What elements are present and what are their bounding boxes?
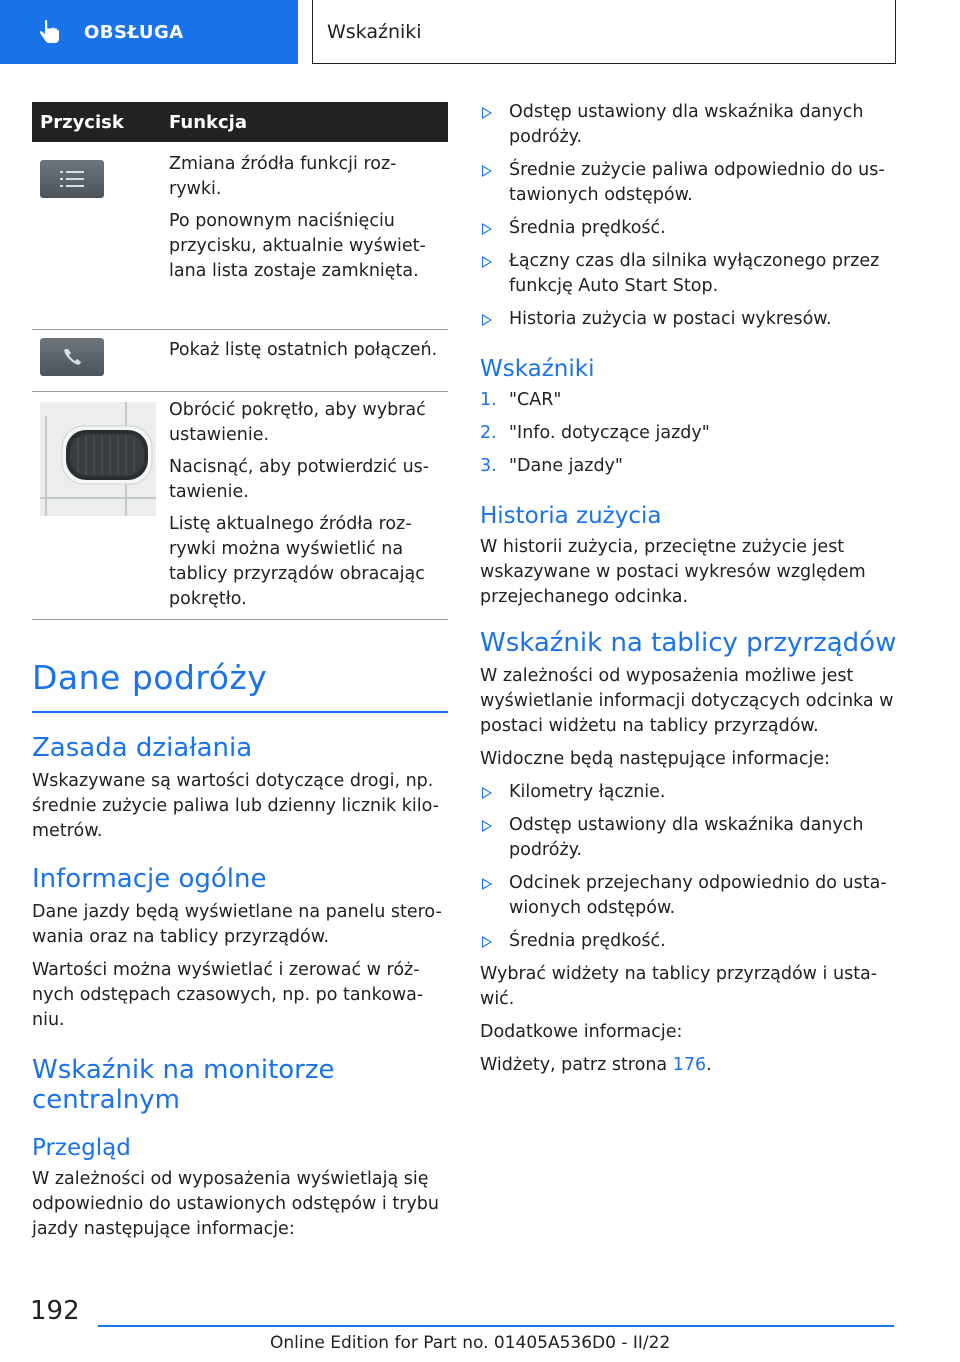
list-item: Średnie zużycie paliwa odpowiednio do us-tawionych odstępów. <box>480 158 900 208</box>
heading-consumption-history: Historia zużycia <box>480 503 662 529</box>
list-item: Łączny czas dla silnika wyłączonego przez funkcję Auto Start Stop. <box>480 249 900 299</box>
heading-trip-data: Dane podróży <box>32 658 268 697</box>
page-reference: Widżety, patrz strona 176. <box>480 1055 712 1075</box>
table-row <box>32 330 448 392</box>
phone-icon <box>40 338 104 376</box>
list-item: Odstęp ustawiony dla wskaźnika danych podróży. <box>480 100 900 150</box>
list-item: 2. "Info. dotyczące jazdy" <box>480 423 710 443</box>
table-cell-text: Obrócić pokrętło, aby wybrać ustawienie. <box>169 400 426 445</box>
list-item: Odstęp ustawiony dla wskaźnika danych podróży. <box>480 813 900 863</box>
bullet-triangle-icon <box>482 314 492 326</box>
bullet-triangle-icon <box>482 820 492 832</box>
list-item: Średnia prędkość. <box>480 929 900 954</box>
visible-info-text: Widoczne będą następujące informacje: <box>480 749 831 769</box>
bullet-triangle-icon <box>482 878 492 890</box>
heading-central-monitor: Wskaźnik na monitorze centralnym <box>32 1055 335 1115</box>
list-item: Historia zużycia w postaci wykresów. <box>480 307 900 332</box>
heading-overview: Przegląd <box>32 1135 131 1161</box>
list-item: Średnia prędkość. <box>480 216 900 241</box>
select-widgets-text: Wybrać widżety na tablicy przyrządów i usta-wić. <box>480 964 878 1009</box>
general-info-text-2: Wartości można wyświetlać i zerować w róż-nych odstępach czasowych, np. po tankowa-niu. <box>32 960 424 1030</box>
heading-principle: Zasada działania <box>32 733 253 763</box>
hand-pointer-icon <box>36 18 64 46</box>
list-item: Odcinek przejechany odpowiednio do usta-wionych odstępów. <box>480 871 900 921</box>
table-cell-text: Listę aktualnego źródła roz-rywki można wyświetlić na tablicy przyrządów obracając pokrętło. <box>169 514 425 609</box>
table-cell-text: Pokaż listę ostatnich połączeń. <box>169 340 438 360</box>
table-row <box>32 392 448 620</box>
list-item: 1. "CAR" <box>480 390 562 410</box>
table-cell-text: Nacisnąć, aby potwierdzić us-tawienie. <box>169 457 430 502</box>
bullet-triangle-icon <box>482 256 492 268</box>
bullet-triangle-icon <box>482 936 492 948</box>
list-item: 3. "Dane jazdy" <box>480 456 623 476</box>
chapter-label: Wskaźniki <box>327 20 422 43</box>
list-icon <box>40 160 104 198</box>
table-row <box>32 142 448 330</box>
section-label: OBSŁUGA <box>84 21 184 43</box>
principle-text: Wskazywane są wartości dotyczące drogi, np. średnie zużycie paliwa lub dzienny licznik kilo-metrów. <box>32 771 439 841</box>
heading-general-info: Informacje ogólne <box>32 864 267 894</box>
extra-info-label: Dodatkowe informacje: <box>480 1022 683 1042</box>
heading-indicators: Wskaźniki <box>480 356 595 382</box>
chapter-title <box>312 0 896 64</box>
table-cell-text: Zmiana źródła funkcji roz-rywki. <box>169 154 397 199</box>
header-cell-button: Przycisk <box>40 111 124 133</box>
page-link-176[interactable]: 176 <box>672 1055 707 1075</box>
general-info-text-1: Dane jazdy będą wyświetlane na panelu stero-wania oraz na tablicy przyrządów. <box>32 902 442 947</box>
bullet-triangle-icon <box>482 107 492 119</box>
list-item: Kilometry łącznie. <box>480 780 900 805</box>
footer-rule <box>98 1325 894 1327</box>
bullet-triangle-icon <box>482 787 492 799</box>
left-column <box>32 102 448 1242</box>
page-number: 192 <box>30 1296 80 1326</box>
table-cell-text: Po ponownym naciśnięciu przycisku, aktualnie wyświet-lana lista zostaje zamknięta. <box>169 211 426 281</box>
bullet-triangle-icon <box>482 223 492 235</box>
heading-instrument-cluster: Wskaźnik na tablicy przyrządów <box>480 628 897 658</box>
edition-footer: Online Edition for Part no. 01405A536D0 - II/22 <box>270 1333 671 1353</box>
header-cell-function: Funkcja <box>169 111 247 133</box>
table-header <box>32 102 448 142</box>
right-column <box>480 100 900 1078</box>
history-text: W historii zużycia, przeciętne zużycie jest wskazywane w postaci wykresów względem przejechanego odcinka. <box>480 537 866 607</box>
rotary-knob-icon <box>40 402 156 516</box>
bullet-triangle-icon <box>482 165 492 177</box>
cluster-text: W zależności od wyposażenia możliwe jest wyświetlanie informacji dotyczących odcinka w postaci widżetu na tablicy przyrządów. <box>480 666 894 736</box>
overview-text: W zależności od wyposażenia wyświetlają się odpowiednio do ustawionych odstępów i trybu jazdy następujące informacje: <box>32 1169 439 1239</box>
section-tab <box>0 0 298 64</box>
